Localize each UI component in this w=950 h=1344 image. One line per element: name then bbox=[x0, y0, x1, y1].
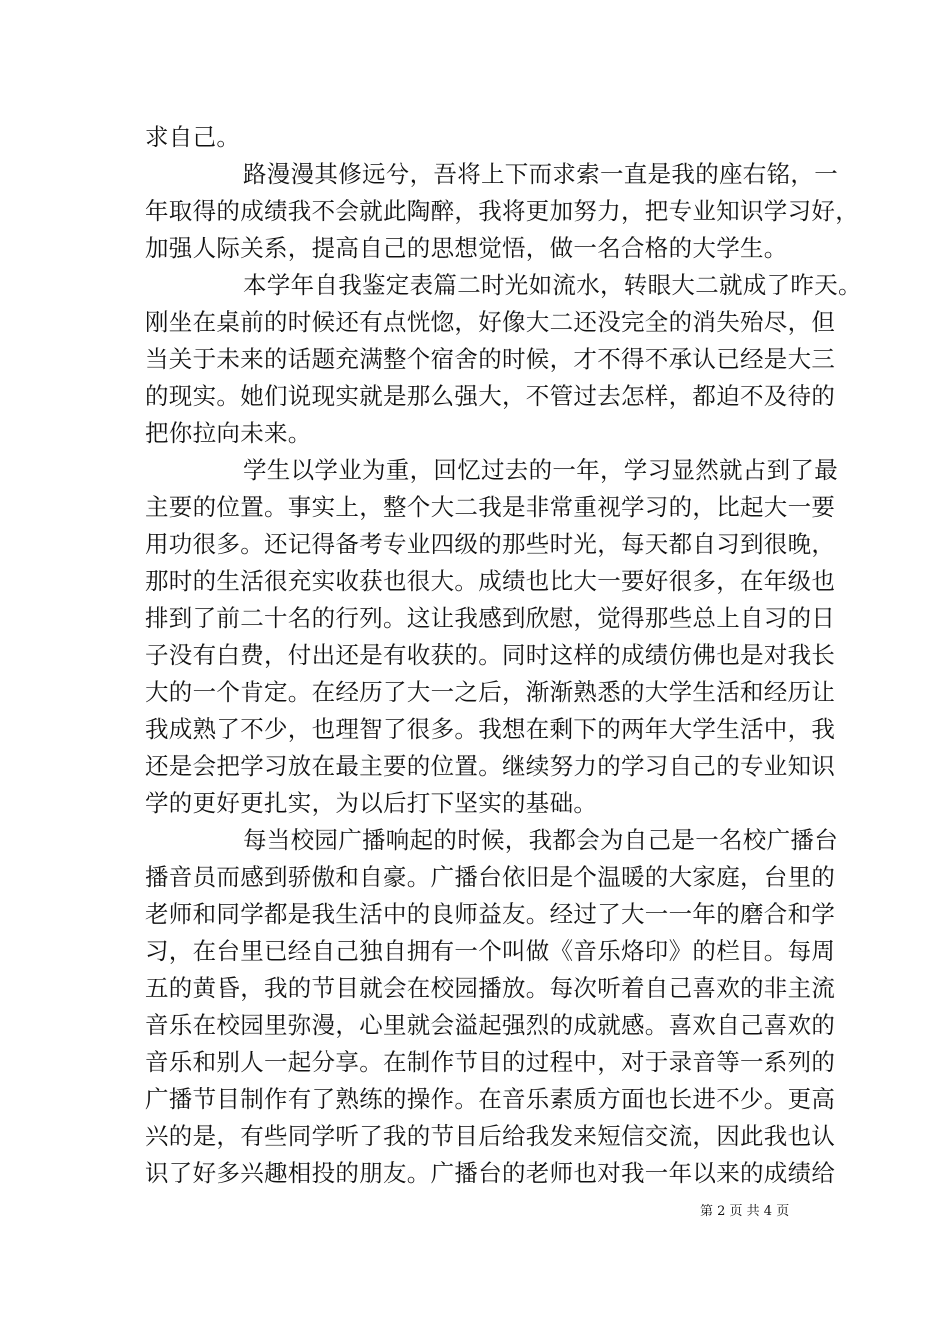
text-line: 学生以学业为重，回忆过去的一年，学习显然就占到了最 bbox=[243, 456, 838, 484]
text-line: 那时的生活很充实收获也很大。成绩也比大一要好很多，在年级也 bbox=[145, 567, 836, 595]
text-line: 习，在台里已经自己独自拥有一个叫做《音乐烙印》的栏目。每周 bbox=[145, 937, 836, 965]
text-line: 每当校园广播响起的时候，我都会为自己是一名校广播台 bbox=[243, 826, 838, 854]
text-line: 加强人际关系，提高自己的思想觉悟，做一名合格的大学生。 bbox=[145, 234, 788, 262]
text-line: 音乐在校园里弥漫，心里就会溢起强烈的成就感。喜欢自己喜欢的 bbox=[145, 1011, 836, 1039]
text-line: 大的一个肯定。在经历了大一之后，渐渐熟悉的大学生活和经历让 bbox=[145, 678, 836, 706]
text-line: 子没有白费，付出还是有收获的。同时这样的成绩仿佛也是对我长 bbox=[145, 641, 836, 669]
text-line: 五的黄昏，我的节目就会在校园播放。每次听着自己喜欢的非主流 bbox=[145, 974, 836, 1002]
text-line: 用功很多。还记得备考专业四级的那些时光，每天都自习到很晚， bbox=[145, 530, 836, 558]
text-line: 学的更好更扎实，为以后打下坚实的基础。 bbox=[145, 789, 598, 817]
text-line: 老师和同学都是我生活中的良师益友。经过了大一一年的磨合和学 bbox=[145, 900, 836, 928]
text-line: 当关于未来的话题充满整个宿舍的时候，才不得不承认已经是大三 bbox=[145, 345, 836, 373]
text-line: 我成熟了不少，也理智了很多。我想在剩下的两年大学生活中，我 bbox=[145, 715, 836, 743]
text-line: 排到了前二十名的行列。这让我感到欣慰，觉得那些总上自习的日 bbox=[145, 604, 836, 632]
text-line: 的现实。她们说现实就是那么强大，不管过去怎样，都迫不及待的 bbox=[145, 382, 836, 410]
text-line: 识了好多兴趣相投的朋友。广播台的老师也对我一年以来的成绩给 bbox=[145, 1159, 836, 1187]
text-line: 还是会把学习放在最主要的位置。继续努力的学习自己的专业知识 bbox=[145, 752, 836, 780]
text-line: 年取得的成绩我不会就此陶醉，我将更加努力，把专业知识学习好， bbox=[145, 197, 859, 225]
text-line: 主要的位置。事实上，整个大二我是非常重视学习的，比起大一要 bbox=[145, 493, 836, 521]
text-line: 本学年自我鉴定表篇二时光如流水，转眼大二就成了昨天。 bbox=[243, 271, 862, 299]
text-line: 兴的是，有些同学听了我的节目后给我发来短信交流，因此我也认 bbox=[145, 1122, 836, 1150]
text-line: 把你拉向未来。 bbox=[145, 419, 312, 447]
text-line: 音乐和别人一起分享。在制作节目的过程中，对于录音等一系列的 bbox=[145, 1048, 836, 1076]
text-line: 播音员而感到骄傲和自豪。广播台依旧是个温暖的大家庭，台里的 bbox=[145, 863, 836, 891]
page-number-footer: 第 2 页 共 4 页 bbox=[700, 1204, 790, 1219]
text-line: 刚坐在桌前的时候还有点恍惚，好像大二还没完全的消失殆尽，但 bbox=[145, 308, 836, 336]
text-line: 广播节目制作有了熟练的操作。在音乐素质方面也长进不少。更高 bbox=[145, 1085, 836, 1113]
text-line: 路漫漫其修远兮，吾将上下而求索一直是我的座右铭，一 bbox=[243, 160, 838, 188]
text-line: 求自己。 bbox=[145, 123, 241, 151]
